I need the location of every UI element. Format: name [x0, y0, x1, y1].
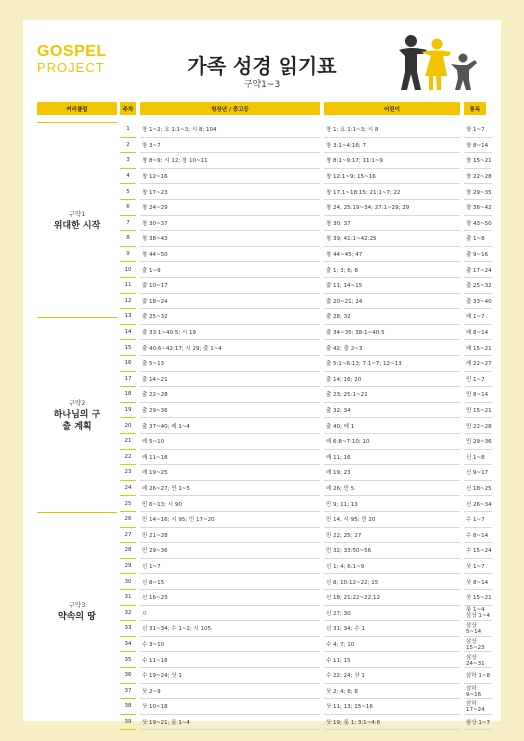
toddler-cell: 삿 8~14 [464, 574, 492, 590]
week-cell: 3 [120, 153, 136, 169]
week-cell: 32 [120, 606, 136, 622]
toddler-cell: 레 8~14 [464, 325, 492, 341]
toddler-cell: 수 8~14 [464, 528, 492, 544]
section-ot2 [37, 317, 117, 513]
youth-cell: 창 8~9; 시 12; 창 10~11 [140, 153, 320, 169]
header-curriculum: 커리큘럼 [37, 102, 117, 115]
reading-plan-page [23, 20, 501, 727]
week-cell: 4 [120, 169, 136, 185]
table-row [120, 715, 490, 731]
toddler-cell: 민 22~28 [464, 418, 492, 434]
children-cell: 출 20~21; 24 [324, 294, 460, 310]
youth-cell: 출 14~21 [140, 372, 320, 388]
page-subtitle: 구약1~3 [243, 80, 281, 90]
table-row [120, 309, 486, 325]
toddler-cell: 레 22~27 [464, 356, 492, 372]
week-cell: 19 [120, 403, 136, 419]
toddler-cell: 출 1~8 [464, 231, 492, 247]
children-cell: 창 12:1~9; 15~16 [324, 169, 460, 185]
week-cell: 5 [120, 184, 136, 200]
youth-cell: 민 14~16; 시 95; 민 17~20 [140, 512, 320, 528]
children-cell: 민 32; 33:50~56 [324, 543, 460, 559]
table-row [120, 200, 492, 216]
table-row [120, 231, 486, 247]
children-cell: 신 1; 4; 6:1~9 [324, 559, 460, 575]
toddler-cell: 창 36~42 [464, 200, 492, 216]
youth-cell: 민 29~36 [140, 543, 320, 559]
toddler-cell: 창 1~7 [464, 122, 492, 138]
youth-cell: 출 40:6~42:17; 시 29; 출 1~4 [140, 340, 320, 356]
table-row [120, 559, 486, 575]
toddler-cell: 레 1~7 [464, 309, 492, 325]
children-cell: 출 1; 3; 6; 8 [324, 262, 460, 278]
week-cell: 6 [120, 200, 136, 216]
table-row [120, 184, 492, 200]
week-cell: 8 [120, 231, 136, 247]
week-cell: 26 [120, 512, 136, 528]
toddler-cell: 신 18~25 [464, 481, 492, 497]
children-cell: 출 23; 25:1~22 [324, 387, 460, 403]
children-cell: 출 5:1~6:13; 7:1~7; 12~13 [324, 356, 460, 372]
children-cell: 레 26; 민 5 [324, 481, 460, 497]
week-cell: 14 [120, 325, 136, 341]
week-cell: 22 [120, 450, 136, 466]
section-ot1 [37, 122, 117, 318]
table-row [120, 528, 489, 544]
toddler-cell: 창 15~21 [464, 153, 492, 169]
children-cell: 레 19; 23 [324, 465, 460, 481]
table-row [120, 699, 486, 715]
table-row [120, 434, 492, 450]
week-cell: 29 [120, 559, 136, 575]
week-cell: 20 [120, 418, 136, 434]
children-cell: 출 11; 14~15 [324, 278, 460, 294]
toddler-cell: 삼상 5~14 [464, 621, 492, 637]
toddler-cell: 신 1~8 [464, 450, 492, 466]
toddler-cell: 민 1~7 [464, 372, 492, 388]
youth-cell: 출 29~36 [140, 403, 320, 419]
table-row [120, 294, 492, 310]
toddler-cell: 레 15~21 [464, 340, 492, 356]
children-cell: 삿 2; 4; 6; 8 [324, 684, 460, 700]
youth-cell: 출 25~32 [140, 309, 320, 325]
children-cell: 삿 19; 룻 1; 3:1~4:6 [324, 715, 460, 731]
week-cell: 1 [120, 122, 136, 138]
table-row [120, 590, 492, 606]
youth-cell: 민 21~28 [140, 528, 320, 544]
week-cell: 18 [120, 387, 136, 403]
children-cell: 창 3:1~4:16; 7 [324, 138, 460, 154]
youth-cell: 창 3~7 [140, 138, 320, 154]
week-cell: 38 [120, 699, 136, 715]
toddler-cell: 삿 15~21 [464, 590, 492, 606]
children-cell: 신 18; 21:22~22:12 [324, 590, 460, 606]
children-cell: 출 32; 34 [324, 403, 460, 419]
toddler-cell: 룻 1~4 삼상 1~4 [464, 606, 492, 622]
children-cell: 민 22; 25; 27 [324, 528, 460, 544]
youth-cell: 창 30~37 [140, 216, 320, 232]
week-cell: 24 [120, 481, 136, 497]
youth-cell: 삿 2~9 [140, 684, 320, 700]
youth-cell: 신 31~34; 수 1~2; 시 105 [140, 621, 320, 637]
week-cell: 30 [120, 574, 136, 590]
table-row [120, 543, 492, 559]
children-cell: 창 39; 41:1~42:25 [324, 231, 460, 247]
table-row [120, 372, 486, 388]
table-row [120, 481, 492, 497]
children-cell: 민 14; 시 95; 민 20 [324, 512, 460, 528]
children-cell: 신 27; 30 [324, 606, 460, 622]
table-row [120, 122, 486, 138]
table-row [120, 356, 492, 372]
youth-cell: 출 5~13 [140, 356, 320, 372]
table-row [120, 278, 492, 294]
youth-cell: ㅇ [140, 606, 320, 622]
table-row [120, 450, 486, 466]
toddler-cell: 출 33~40 [464, 294, 492, 310]
toddler-cell: 신 26~34 [464, 496, 492, 512]
toddler-cell: 출 25~32 [464, 278, 492, 294]
week-cell: 10 [120, 262, 136, 278]
week-cell: 11 [120, 278, 136, 294]
toddler-cell: 삼하 9~16 [464, 684, 492, 700]
children-cell: 신 8; 10:12~22; 15 [324, 574, 460, 590]
toddler-cell: 민 8~14 [464, 387, 492, 403]
week-cell: 27 [120, 528, 136, 544]
children-cell: 창 1; 요 1:1~3; 시 8 [324, 122, 460, 138]
week-cell: 13 [120, 309, 136, 325]
week-cell: 34 [120, 637, 136, 653]
table-row [120, 387, 489, 403]
toddler-cell: 창 8~14 [464, 138, 492, 154]
table-row [120, 262, 492, 278]
table-row [120, 216, 492, 232]
toddler-cell: 민 15~21 [464, 403, 492, 419]
toddler-cell: 출 17~24 [464, 262, 492, 278]
youth-cell: 출 33:1~40:5; 시 19 [140, 325, 320, 341]
youth-cell: 신 1~7 [140, 559, 320, 575]
children-cell: 창 8:1~9:17; 11:1~9 [324, 153, 460, 169]
week-cell: 36 [120, 668, 136, 684]
youth-cell: 창 38~43 [140, 231, 320, 247]
children-cell: 출 14; 16; 20 [324, 372, 460, 388]
children-cell: 창 30; 37 [324, 216, 460, 232]
table-row [120, 496, 492, 512]
table-row [120, 325, 489, 341]
week-cell: 33 [120, 621, 136, 637]
youth-cell: 레 19~25 [140, 465, 320, 481]
week-cell: 17 [120, 372, 136, 388]
youth-cell: 레 11~18 [140, 450, 320, 466]
table-row [120, 684, 486, 700]
children-cell: 출 28; 32 [324, 309, 460, 325]
children-cell: 출 40; 레 1 [324, 418, 460, 434]
youth-cell: 창 24~29 [140, 200, 320, 216]
youth-cell: 출 1~9 [140, 262, 320, 278]
week-cell: 23 [120, 465, 136, 481]
table-row [120, 169, 492, 185]
section-label: 구약2 [68, 399, 86, 407]
youth-cell: 수 3~10 [140, 637, 320, 653]
youth-cell: 삿 19~21; 룻 1~4 [140, 715, 320, 731]
youth-cell: 창 1~2; 요 1:1~3; 시 8; 104 [140, 122, 320, 138]
toddler-cell: 창 22~28 [464, 169, 492, 185]
toddler-cell: 삼상 15~23 [464, 637, 492, 653]
logo-line1: GOSPEL [37, 43, 107, 60]
children-cell: 신 31; 34; 수 1 [324, 621, 460, 637]
youth-cell: 창 17~23 [140, 184, 320, 200]
header-youth: 청장년 / 중고등 [140, 102, 320, 115]
children-cell: 출 42; 출 2~3 [324, 340, 460, 356]
table-row [120, 418, 492, 434]
youth-cell: 레 5~10 [140, 434, 320, 450]
toddler-cell: 삿 1~7 [464, 559, 492, 575]
week-cell: 9 [120, 247, 136, 263]
header-week: 주차 [120, 102, 136, 115]
week-cell: 12 [120, 294, 136, 310]
table-row [120, 465, 489, 481]
youth-cell: 민 6~13; 시 90 [140, 496, 320, 512]
youth-cell: 삿 10~18 [140, 699, 320, 715]
table-row [120, 574, 489, 590]
week-cell: 2 [120, 138, 136, 154]
header-toddler: 통독 [464, 102, 486, 115]
section-label: 구약3 [68, 601, 86, 609]
week-cell: 37 [120, 684, 136, 700]
table-row [120, 138, 489, 154]
week-cell: 35 [120, 652, 136, 668]
youth-cell: 출 22~28 [140, 387, 320, 403]
section-name: 약속의 땅 [58, 612, 96, 622]
table-row [120, 621, 486, 637]
section-label: 구약1 [68, 210, 86, 218]
toddler-cell: 삼상 24~31 [464, 652, 492, 668]
children-cell: 창 24; 25:19~34; 27:1~29; 29 [324, 200, 460, 216]
week-cell: 16 [120, 356, 136, 372]
table-row [120, 668, 490, 684]
week-cell: 7 [120, 216, 136, 232]
table-row [120, 403, 492, 419]
toddler-cell: 수 1~7 [464, 512, 492, 528]
week-cell: 15 [120, 340, 136, 356]
table-row [120, 153, 492, 169]
toddler-cell: 삼하 17~24 [464, 699, 492, 715]
youth-cell: 창 44~50 [140, 247, 320, 263]
section-name: 위대한 시작 [53, 221, 101, 231]
toddler-cell: 신 9~17 [464, 465, 492, 481]
children-cell: 창 17:1~18:15; 21:1~7; 22 [324, 184, 460, 200]
toddler-cell: 수 15~24 [464, 543, 492, 559]
youth-cell: 수 19~24; 삿 1 [140, 668, 320, 684]
family-illustration [389, 32, 479, 92]
week-cell: 25 [120, 496, 136, 512]
toddler-cell: 왕상 1~7 [464, 715, 492, 731]
table-row [120, 606, 490, 622]
youth-cell: 신 16~23 [140, 590, 320, 606]
youth-cell: 신 8~15 [140, 574, 320, 590]
table-row [120, 247, 489, 263]
youth-cell: 출 18~24 [140, 294, 320, 310]
table-row [120, 637, 486, 653]
children-cell: 삿 11; 13; 15~16 [324, 699, 460, 715]
week-cell: 21 [120, 434, 136, 450]
table-row [120, 340, 492, 356]
children-cell: 레 11; 16 [324, 450, 460, 466]
youth-cell: 수 11~18 [140, 652, 320, 668]
youth-cell: 레 26~27; 민 1~5 [140, 481, 320, 497]
week-cell: 39 [120, 715, 136, 731]
children-cell: 출 34~35; 38:1~40:5 [324, 325, 460, 341]
toddler-cell: 삼하 1~8 [464, 668, 492, 684]
children-cell: 수 4; 7; 10 [324, 637, 460, 653]
youth-cell: 창 12~16 [140, 169, 320, 185]
section-ot3 [37, 512, 117, 710]
toddler-cell: 민 29~36 [464, 434, 492, 450]
table-row [120, 512, 486, 528]
youth-cell: 출 37~40; 레 1~4 [140, 418, 320, 434]
table-row [120, 652, 486, 668]
children-cell: 민 9; 11; 13 [324, 496, 460, 512]
children-cell: 수 11; 15 [324, 652, 460, 668]
logo-line2: PROJECT [37, 60, 105, 75]
toddler-cell: 창 29~35 [464, 184, 492, 200]
children-cell: 창 44~45; 47 [324, 247, 460, 263]
header-children: 어린이 [324, 102, 460, 115]
children-cell: 레 6:8~7:10; 10 [324, 434, 460, 450]
page-title: 가족 성경 읽기표 [187, 54, 337, 78]
week-cell: 31 [120, 590, 136, 606]
toddler-cell: 출 9~16 [464, 247, 492, 263]
section-name: 하나님의 구출 계획 [53, 410, 101, 432]
youth-cell: 출 10~17 [140, 278, 320, 294]
toddler-cell: 창 43~50 [464, 216, 492, 232]
week-cell: 28 [120, 543, 136, 559]
children-cell: 수 22; 24; 삿 1 [324, 668, 460, 684]
